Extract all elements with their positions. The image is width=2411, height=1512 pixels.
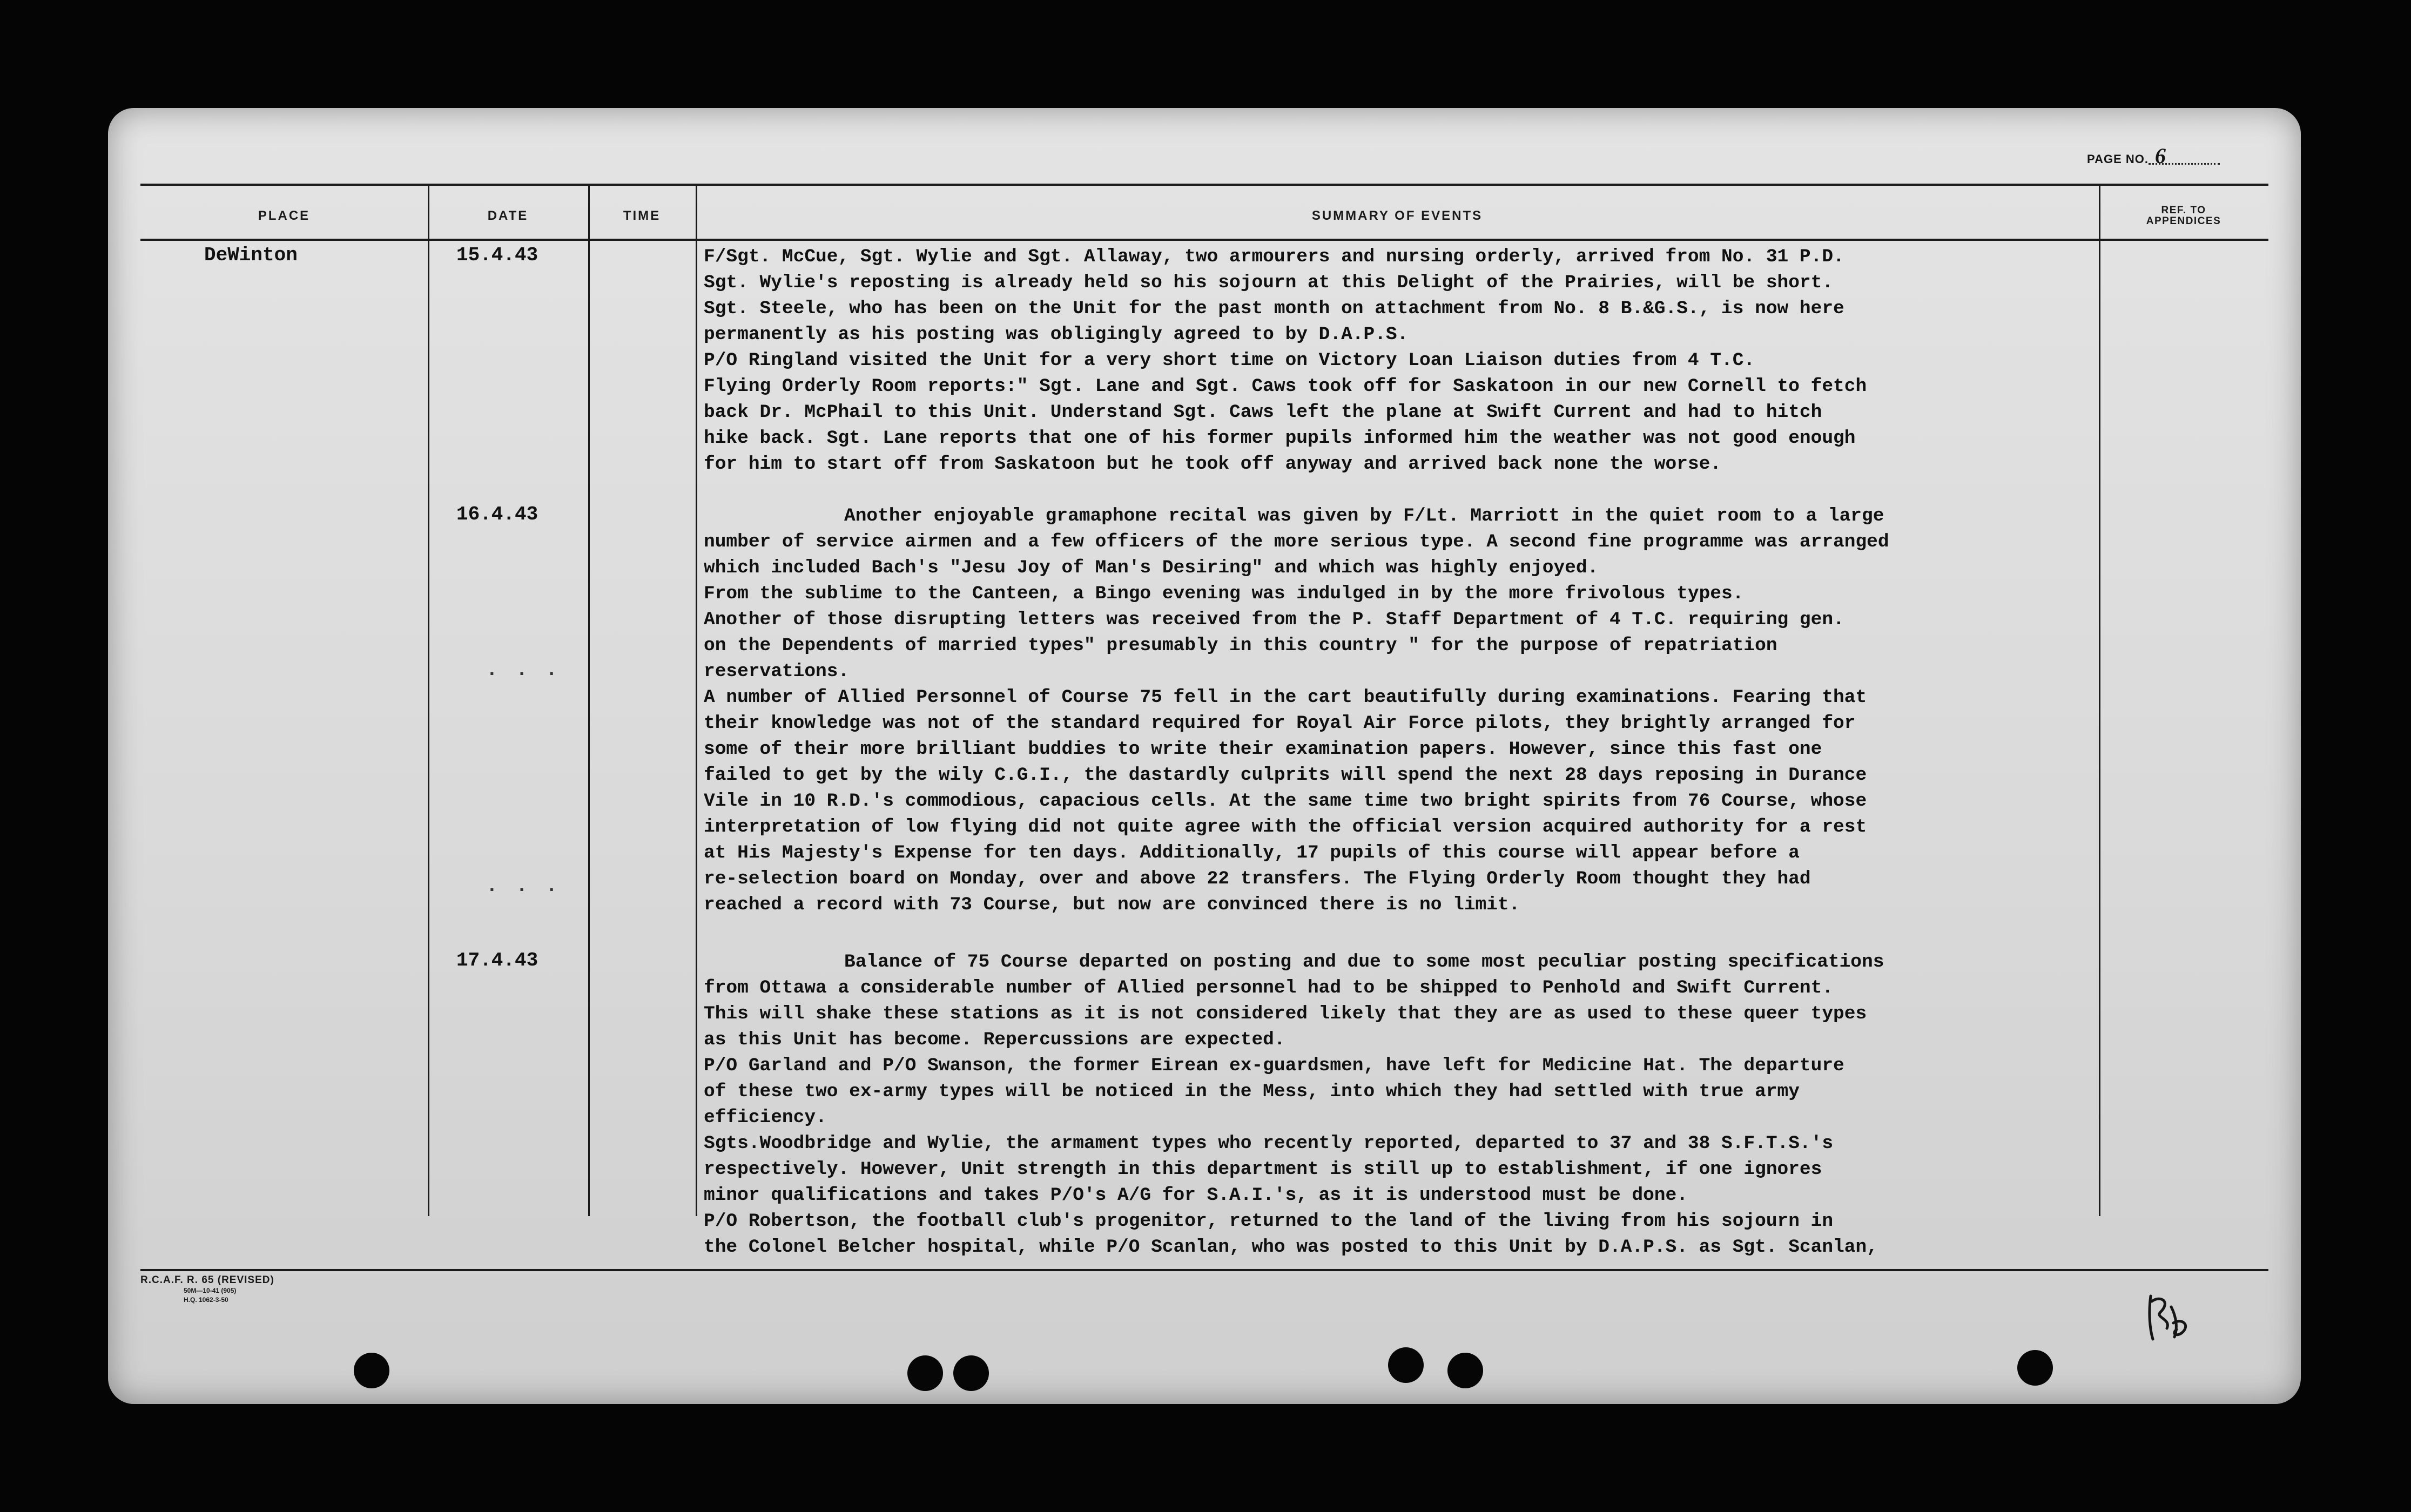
punch-hole	[953, 1355, 989, 1391]
summary-line: hike back. Sgt. Lane reports that one of his former pupils informed him the weather was not good enough	[704, 428, 1856, 449]
date-column-dots: . . .	[486, 659, 561, 681]
summary-line: as this Unit has become. Repercussions are expected.	[704, 1029, 1285, 1050]
page-number-value: 6	[2149, 149, 2220, 165]
summary-line: Sgt. Wylie's reposting is already held so his sojourn at this Delight of the Prairies, will be short.	[704, 272, 1834, 293]
form-number-line: R.C.A.F. R. 65 (REVISED)	[140, 1274, 274, 1286]
summary-line: P/O Robertson, the football club's progenitor, returned to the land of the living from his sojourn in	[704, 1211, 1834, 1232]
summary-line: Another of those disrupting letters was received from the P. Staff Department of 4 T.C. requiring gen.	[704, 609, 1844, 630]
summary-line: respectively. However, Unit strength in this department is still up to establishment, if one ignores	[704, 1159, 1822, 1180]
summary-line: Sgt. Steele, who has been on the Unit for the past month on attachment from No. 8 B.&G.S., is now here	[704, 298, 1844, 319]
page-number-label: PAGE NO.	[2087, 152, 2149, 166]
page-number	[2087, 144, 2220, 168]
header-date: DATE	[487, 208, 529, 223]
summary-line: interpretation of low flying did not quite agree with the official version acquired authority for a rest	[704, 816, 1867, 838]
header-ref-line2: APPENDICES	[2146, 215, 2221, 227]
summary-line: Flying Orderly Room reports:" Sgt. Lane and Sgt. Caws took off for Saskatoon in our new Cornell to fetch	[704, 376, 1867, 397]
date-column-dots: . . .	[486, 875, 561, 897]
summary-line: at His Majesty's Expense for ten days. Additionally, 17 pupils of this course will appear before a	[704, 842, 1800, 863]
summary-line: reservations.	[704, 661, 850, 682]
summary-line: failed to get by the wily C.G.I., the dastardly culprits will spend the next 28 days reposing in Durance	[704, 765, 1867, 786]
summary-line: back Dr. McPhail to this Unit. Understand Sgt. Caws left the plane at Swift Current and had to hitch	[704, 402, 1822, 423]
summary-line: P/O Garland and P/O Swanson, the former Eirean ex-guardsmen, have left for Medicine Hat. The departure	[704, 1055, 1844, 1076]
form-number	[140, 1274, 274, 1305]
header-bottom-rule	[140, 239, 2268, 241]
summary-line: reached a record with 73 Course, but now are convinced there is no limit.	[704, 894, 1520, 915]
entry-date: 17.4.43	[456, 949, 538, 971]
summary-line: efficiency.	[704, 1107, 827, 1128]
summary-line: for him to start off from Saskatoon but he took off anyway and arrived back none the worse.	[704, 454, 1722, 475]
punch-hole	[2017, 1350, 2053, 1386]
table-bottom-rule	[140, 1269, 2268, 1271]
summary-line: which included Bach's "Jesu Joy of Man's Desiring" and which was highly enjoyed.	[704, 557, 1599, 578]
entry-date: 16.4.43	[456, 503, 538, 525]
summary-line: Sgts.Woodbridge and Wylie, the armament types who recently reported, departed to 37 and 38 S.F.T.S.'s	[704, 1133, 1834, 1154]
summary-line: Another enjoyable gramaphone recital was given by F/Lt. Marriott in the quiet room to a large	[844, 505, 1884, 526]
punch-hole	[354, 1353, 389, 1388]
column-divider-date-time	[588, 184, 590, 1216]
column-divider-time-summary	[696, 184, 697, 1216]
header-place: PLACE	[258, 208, 311, 223]
record-sheet	[108, 108, 2301, 1404]
header-time: TIME	[623, 208, 661, 223]
entry-date: 15.4.43	[456, 244, 538, 266]
summary-line: re-selection board on Monday, over and above 22 transfers. The Flying Orderly Room thought they had	[704, 868, 1811, 889]
summary-line: permanently as his posting was obligingly agreed to by D.A.P.S.	[704, 324, 1409, 345]
punch-hole	[1447, 1353, 1483, 1388]
header-ref-appendices	[2099, 201, 2268, 231]
summary-line: number of service airmen and a few officers of the more serious type. A second fine programme was arranged	[704, 531, 1889, 552]
summary-entry-17-4-43	[704, 949, 2103, 1260]
summary-line: on the Dependents of married types" presumably in this country " for the purpose of repatriation	[704, 635, 1777, 656]
header-summary: SUMMARY OF EVENTS	[1311, 208, 1483, 223]
header-top-rule	[140, 184, 2268, 186]
column-divider-place-date	[428, 184, 429, 1216]
punch-hole	[1388, 1347, 1424, 1383]
form-hq-line: H.Q. 1062-3-50	[184, 1296, 228, 1304]
form-print-line: 50M—10-41 (905)	[184, 1287, 237, 1294]
summary-line: of these two ex-army types will be noticed in the Mess, into which they had settled with true army	[704, 1081, 1800, 1102]
summary-line: minor qualifications and takes P/O's A/G for S.A.I.'s, as it is understood must be done.	[704, 1185, 1688, 1206]
punch-hole	[907, 1355, 943, 1391]
place-value: DeWinton	[204, 244, 298, 266]
summary-line: Balance of 75 Course departed on posting and due to some most peculiar posting specifications	[844, 951, 1884, 973]
handwritten-initials	[2139, 1285, 2198, 1345]
summary-line: the Colonel Belcher hospital, while P/O Scanlan, who was posted to this Unit by D.A.P.S. as Sgt. Scanlan,	[704, 1237, 1878, 1258]
summary-entry-16-4-43	[704, 503, 2103, 918]
summary-line: A number of Allied Personnel of Course 75 fell in the cart beautifully during examinations. Fearing that	[704, 687, 1867, 708]
summary-line: Vile in 10 R.D.'s commodious, capacious cells. At the same time two bright spirits from 76 Course, whose	[704, 791, 1867, 812]
summary-line: F/Sgt. McCue, Sgt. Wylie and Sgt. Allaway, two armourers and nursing orderly, arrived from No. 31 P.D.	[704, 246, 1844, 267]
summary-line: P/O Ringland visited the Unit for a very short time on Victory Loan Liaison duties from 4 T.C.	[704, 350, 1755, 371]
header-ref-line1: REF. TO	[2161, 205, 2206, 216]
summary-line: their knowledge was not of the standard required for Royal Air Force pilots, they brightly arranged for	[704, 713, 1856, 734]
summary-entry-15-4-43	[704, 244, 2103, 477]
summary-line: from Ottawa a considerable number of Allied personnel had to be shipped to Penhold and Swift Current.	[704, 977, 1834, 998]
summary-line: From the sublime to the Canteen, a Bingo evening was indulged in by the more frivolous types.	[704, 583, 1744, 604]
summary-line: This will shake these stations as it is not considered likely that they are as used to these queer types	[704, 1003, 1867, 1024]
summary-line: some of their more brilliant buddies to write their examination papers. However, since this fast one	[704, 739, 1822, 760]
